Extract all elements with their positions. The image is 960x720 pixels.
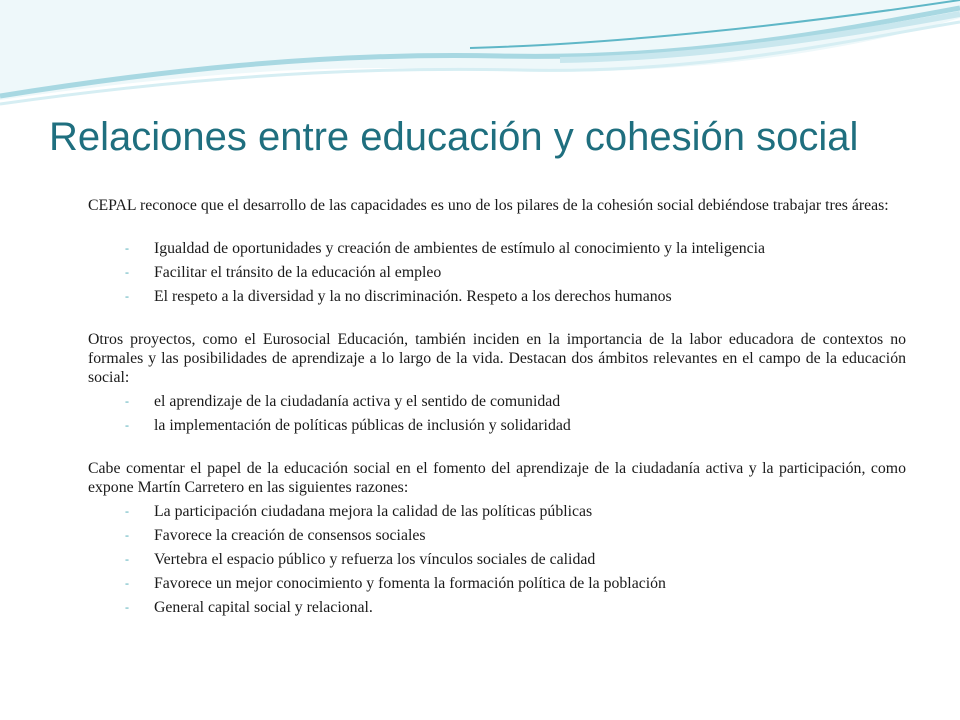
bullet-dash-icon: - bbox=[125, 528, 129, 542]
bullet-dash-icon: - bbox=[125, 289, 129, 303]
list-item: - General capital social y relacional. bbox=[125, 599, 373, 616]
slide-title: Relaciones entre educación y cohesión social bbox=[49, 115, 859, 159]
bullet-dash-icon: - bbox=[125, 265, 129, 279]
list-item: - el aprendizaje de la ciudadanía activa y el sentido de comunidad bbox=[125, 393, 561, 410]
intro-paragraph: CEPAL reconoce que el desarrollo de las capacidades es uno de los pilares de la cohesión social debiéndose trabajar tres áreas: bbox=[88, 197, 889, 214]
social-education-areas-list bbox=[88, 392, 906, 435]
list-item: - la implementación de políticas públicas de inclusión y solidaridad bbox=[125, 417, 571, 434]
decorative-waves bbox=[0, 0, 960, 120]
eurosocial-paragraph: Otros proyectos, como el Eurosocial Educación, también inciden en la importancia de la labor educadora de contextos no formales y las posibilidades de aprendizaje a lo largo de la vida. Destacan dos ámbitos relevantes en el campo de la educación social: bbox=[88, 331, 906, 386]
slide-body bbox=[88, 196, 906, 617]
bullet-dash-icon: - bbox=[125, 241, 129, 255]
list-item: - Favorece la creación de consensos sociales bbox=[125, 527, 426, 544]
bullet-dash-icon: - bbox=[125, 504, 129, 518]
participation-reasons-list bbox=[88, 502, 906, 617]
participation-paragraph: Cabe comentar el papel de la educación social en el fomento del aprendizaje de la ciudadanía activa y la participación, como expone Martín Carretero en las siguientes razones: bbox=[88, 460, 906, 496]
list-item: - Facilitar el tránsito de la educación al empleo bbox=[125, 264, 442, 281]
bullet-dash-icon: - bbox=[125, 418, 129, 432]
list-item: - Igualdad de oportunidades y creación de ambientes de estímulo al conocimiento y la inteligencia bbox=[125, 240, 766, 257]
list-item: - Favorece un mejor conocimiento y fomenta la formación política de la población bbox=[125, 575, 666, 592]
bullet-dash-icon: - bbox=[125, 576, 129, 590]
bullet-dash-icon: - bbox=[125, 552, 129, 566]
bullet-dash-icon: - bbox=[125, 600, 129, 614]
capacity-areas-list bbox=[88, 239, 906, 306]
list-item: - La participación ciudadana mejora la calidad de las políticas públicas bbox=[125, 503, 593, 520]
bullet-dash-icon: - bbox=[125, 394, 129, 408]
list-item: - Vertebra el espacio público y refuerza los vínculos sociales de calidad bbox=[125, 551, 596, 568]
list-item: - El respeto a la diversidad y la no discriminación. Respeto a los derechos humanos bbox=[125, 288, 672, 305]
